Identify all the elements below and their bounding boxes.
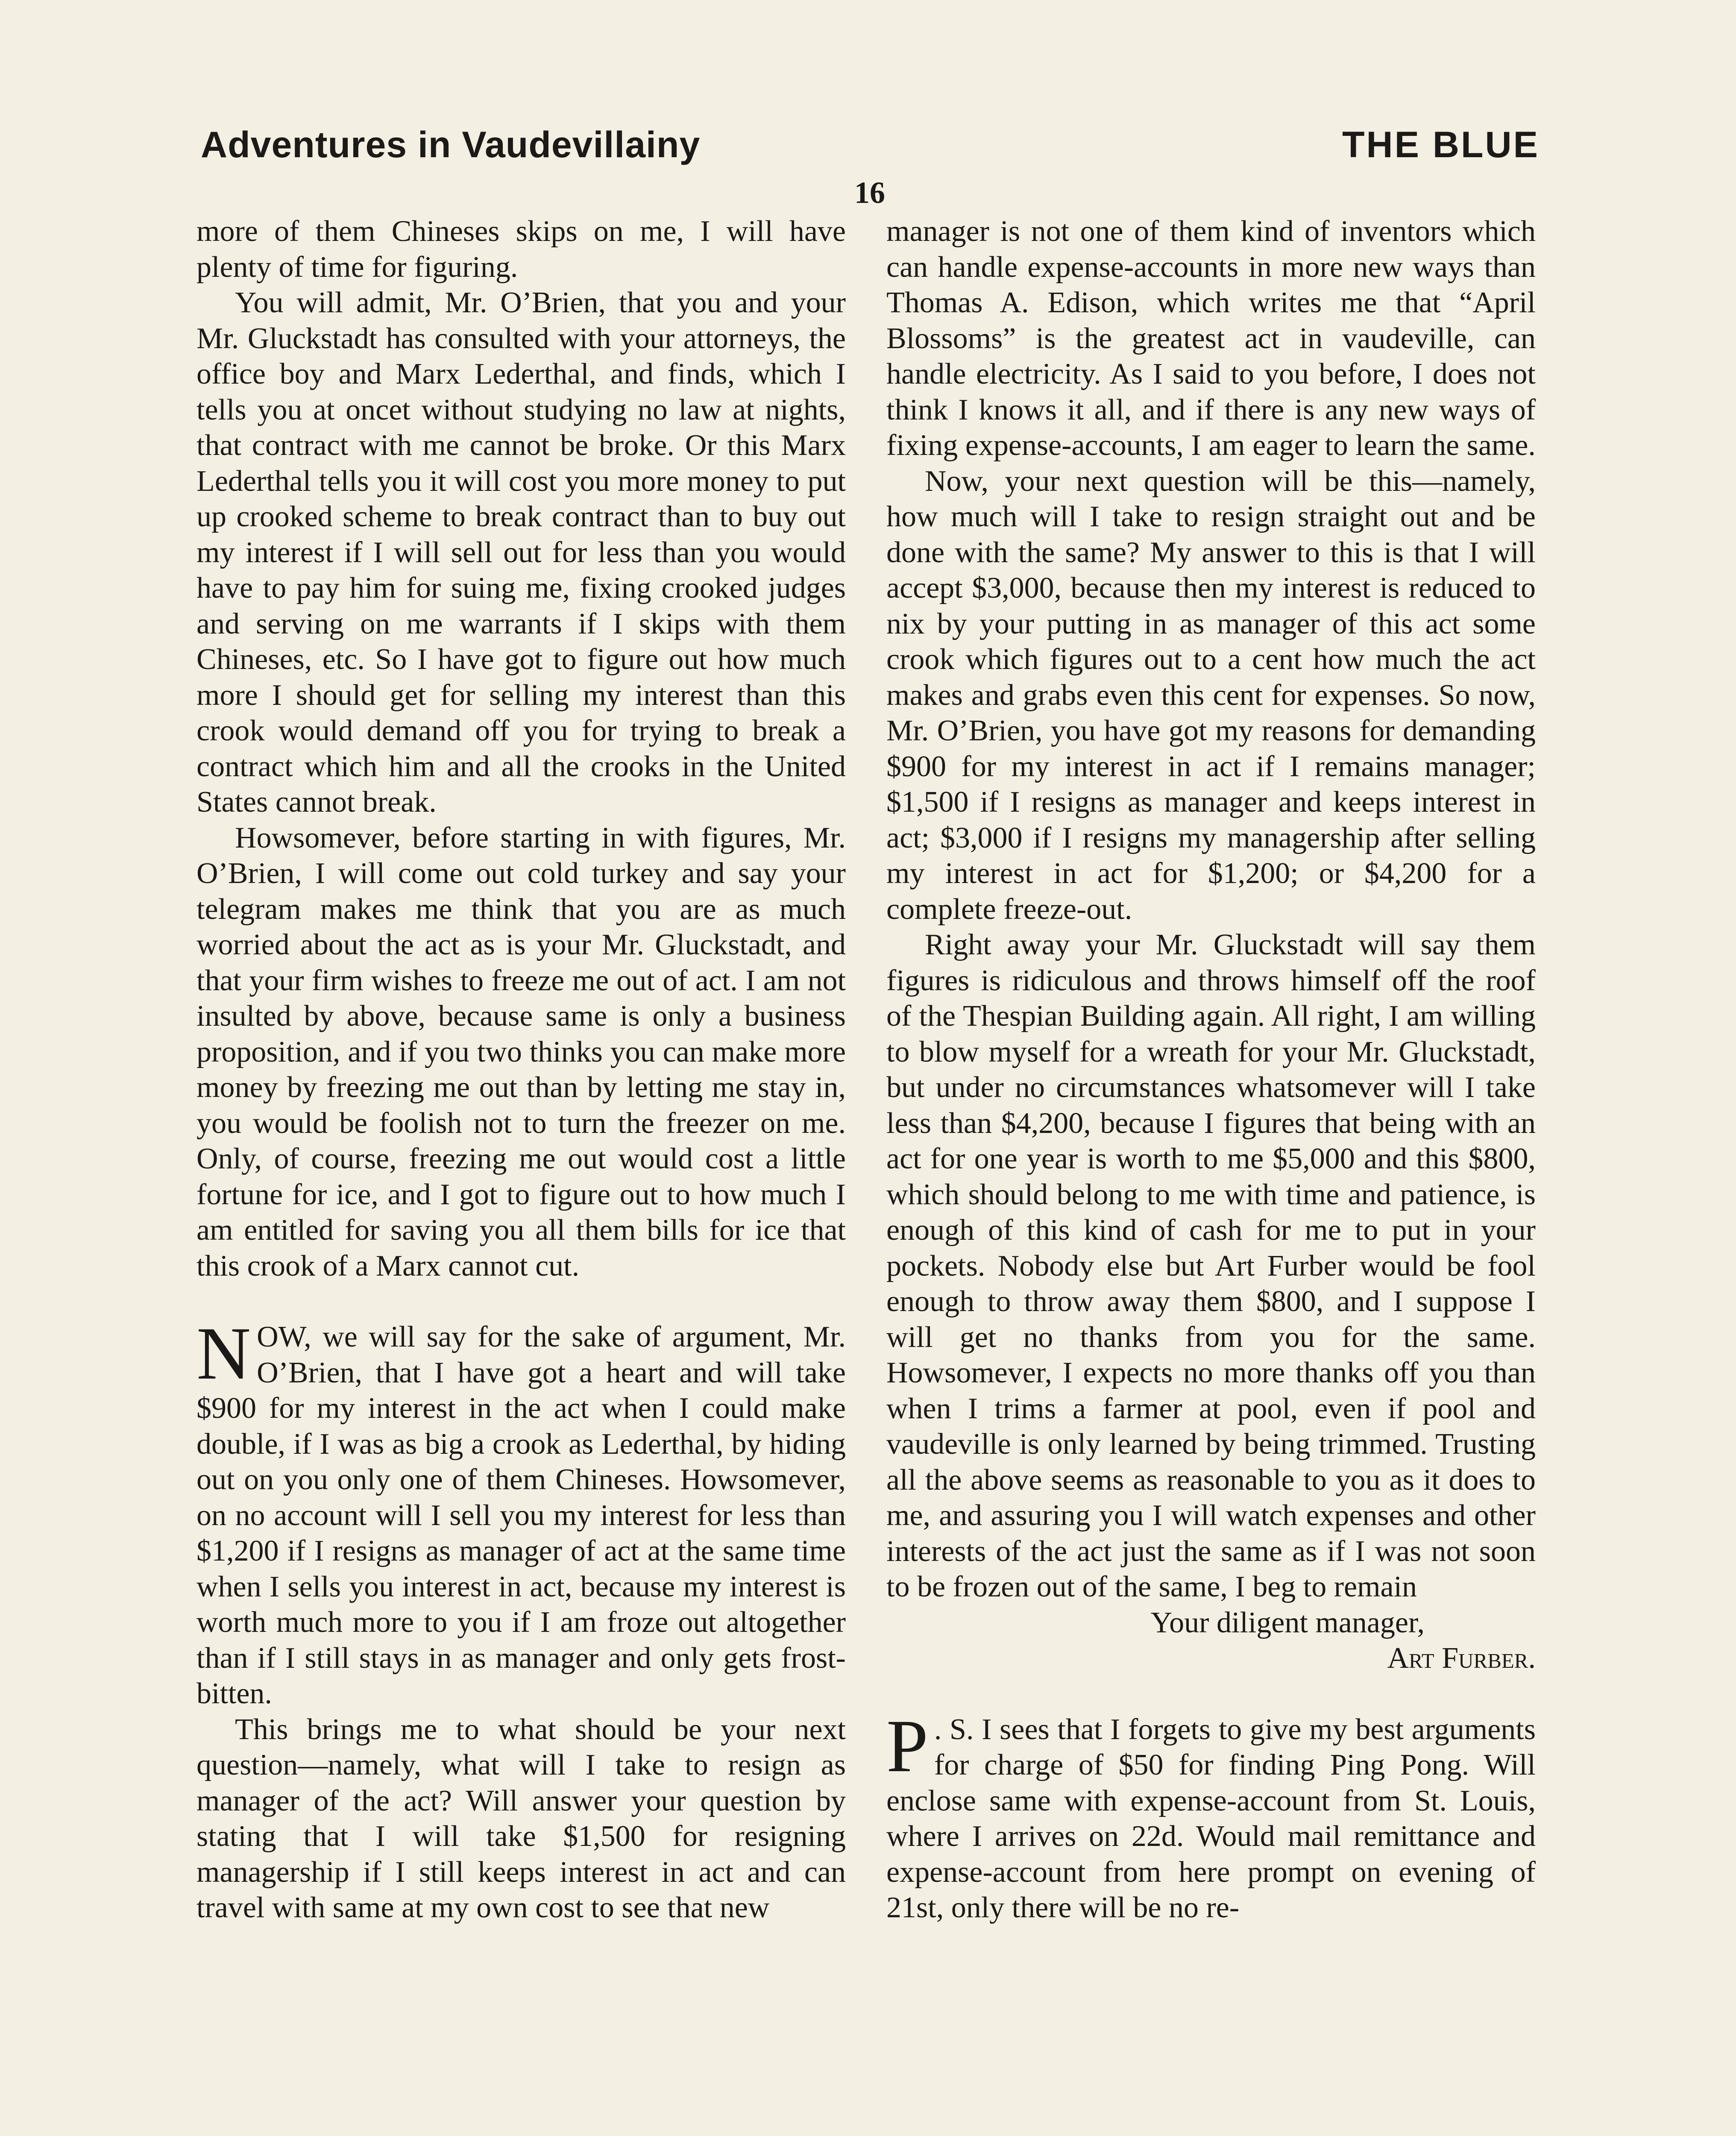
paragraph: This brings me to what should be your next question—namely, what will I take to resign as manager of the act? Will answer your question by stating that I will take $1,500 for resigning managership if I still keeps interest in act and can travel with same at my own cost to see that new xyxy=(196,1713,846,1924)
closing-salutation: Your diligent manager, xyxy=(1150,1606,1425,1639)
running-head-publication: THE BLUE xyxy=(1342,124,1540,165)
paragraph-with-dropcap xyxy=(196,1312,846,1712)
postscript xyxy=(886,1704,1536,1926)
paragraph-text: OW, we will say for the sake of argument, Mr. O’Brien, that I have got a heart and will take $900 for my interest in the act when I could make double, if I was as big a crook as Lederthal, by hiding out on you only one of them Chineses. Howsomever, on no account will I sell you my interest for less than $1,200 if I resigns as manager of act at the same time when I sells you interest in act, because my interest is worth much more to you if I am froze out altogether than if I still stays in as manager and only gets frost-bitten. xyxy=(196,1320,846,1710)
page-number: 16 xyxy=(854,176,885,210)
right-column xyxy=(886,214,1536,1926)
section-break xyxy=(886,1676,1536,1712)
paragraph-continued: manager is not one of them kind of inventors which can handle expense-accounts in more new ways than Thomas A. Edison, which writes me that “April Blossoms” is the greatest act in vaudeville, can handle electricity. As I said to you before, I does not think I knows it all, and if there is any new ways of fixing expense-accounts, I am eager to learn the same. xyxy=(886,215,1536,462)
paragraph: Right away your Mr. Gluckstadt will say them figures is ridiculous and throws himself off the roof of the Thespian Building again. All right, I am willing to blow myself for a wreath for your Mr. Gluckstadt, but under no circumstances whatsomever will I take less than $4,200, because I figures that being with an act for one year is worth to me $5,000 and this $800, which should belong to me with time and patience, is enough of this kind of cash for me to put in your pockets. Nobody else but Art Furber would be fool enough to throw away them $800, and I suppose I will get no thanks from you for the same. Howsomever, I expects no more thanks off you than when I trims a farmer at pool, even if pool and vaudeville is only learned by being trimmed. Trusting all the above seems as reasonable to you as it does to me, and assuring you I will watch expenses and other interests of the act just the same as if I was not soon to be frozen out of the same, I beg to remain xyxy=(886,928,1536,1603)
drop-cap: N xyxy=(196,1312,251,1395)
section-break xyxy=(196,1284,846,1319)
paragraph: Now, your next question will be this—namely, how much will I take to resign straight out and be done with the same? My answer to this is that I will accept $3,000, because then my interest is reduced to nix by your putting in as manager of this act some crook which figures out to a cent how much the act makes and grabs even this cent for expenses. So now, Mr. O’Brien, you have got my reasons for demanding $900 for my interest in act if I remains manager; $1,500 if I resigns as manager and keeps interest in act; $3,000 if I resigns my managership after selling my interest in act for $1,200; or $4,200 for a complete freeze-out. xyxy=(886,464,1536,926)
paragraph: Howsomever, before starting in with figures, Mr. O’Brien, I will come out cold turkey and say your telegram makes me think that you are as much worried about the act as is your Mr. Gluckstadt, and that your firm wishes to freeze me out of act. I am not insulted by above, because same is only a business proposition, and if you two thinks you can make more money by freezing me out than by letting me stay in, you would be foolish not to turn the freezer on me. Only, of course, freezing me out would cost a little fortune for ice, and I got to figure out to how much I am entitled for saving you all them bills for ice that this crook of a Marx cannot cut. xyxy=(196,821,846,1282)
postscript-text: . S. I sees that I forgets to give my best arguments for charge of $50 for finding Ping Pong. Will enclose same with expense-account from St. Louis, where I arrives on 22d. Would mail remittance and expense-account from here prompt on evening of 21st, only there will be no re- xyxy=(886,1713,1536,1924)
paragraph: You will admit, Mr. O’Brien, that you and your Mr. Gluckstadt has consulted with your attorneys, the office boy and Marx Lederthal, and finds, which I tells you at oncet without studying no law at nights, that contract with me cannot be broke. Or this Marx Lederthal tells you it will cost you more money to put up crooked scheme to break contract than to buy out my interest if I will sell out for less than you would have to pay him for suing me, fixing crooked judges and serving on me warrants if I skips with them Chineses, etc. So I have got to figure out how much more I should get for selling my interest than this crook would demand off you for trying to break a contract which him and all the crooks in the United States cannot break. xyxy=(196,286,846,819)
signature: Art Furber. xyxy=(1387,1642,1536,1675)
drop-cap: P xyxy=(886,1704,928,1788)
left-column xyxy=(196,214,846,1926)
running-head-title: Adventures in Vaudevillainy xyxy=(201,124,701,165)
paragraph-continued: more of them Chineses skips on me, I will have plenty of time for figuring. xyxy=(196,215,846,284)
